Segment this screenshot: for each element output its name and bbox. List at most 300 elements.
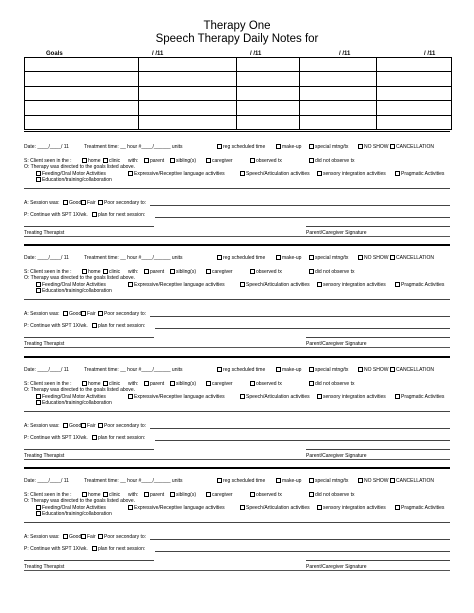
date-cell[interactable] [377, 86, 452, 100]
date-cell[interactable] [237, 86, 300, 100]
date-cell[interactable] [138, 58, 237, 72]
checkbox[interactable] [128, 171, 133, 176]
checkbox[interactable] [395, 171, 400, 176]
home-label: home [88, 158, 101, 164]
cancellation-option[interactable] [390, 367, 434, 373]
checkbox[interactable] [317, 505, 322, 510]
checkbox[interactable] [309, 269, 314, 274]
parent-signature-line[interactable] [306, 449, 450, 450]
goal-cell[interactable] [25, 86, 139, 100]
feeding-label: Feeding/Oral Motor Activities [42, 505, 106, 511]
checkbox[interactable] [309, 367, 314, 372]
plan-next-label: plan for next session: [98, 546, 146, 552]
poor-label: Poor [104, 534, 115, 540]
checkbox[interactable] [98, 534, 103, 539]
date-cell[interactable] [237, 101, 300, 115]
checkbox[interactable] [63, 311, 68, 316]
checkbox[interactable] [98, 200, 103, 205]
speech-label: Speech/Articulation activities [246, 282, 310, 288]
special-option[interactable] [309, 478, 348, 484]
checkbox[interactable] [309, 158, 314, 163]
sibling-label: sibling(s) [176, 492, 197, 498]
date-col-4: / /11 [424, 51, 436, 57]
not-observed-label: did not observe tx [315, 158, 355, 164]
special-label: special mtng/tx [315, 478, 349, 484]
poor-label: Poor [104, 311, 115, 317]
cancellation-label: CANCELLATION [396, 144, 434, 150]
checkbox[interactable] [390, 367, 395, 372]
checkbox[interactable] [36, 400, 41, 405]
session-label: A: Session was: [24, 423, 60, 429]
checkbox[interactable] [390, 478, 395, 483]
goals-table-body [25, 58, 452, 130]
cancellation-option[interactable] [390, 255, 434, 261]
caregiver-label: caregiver [212, 381, 233, 387]
checkbox[interactable] [82, 381, 87, 386]
objective-row [24, 498, 450, 505]
notes-line[interactable] [24, 299, 450, 300]
date-label[interactable]: Date: ____/____/ 11 [24, 367, 69, 373]
checkbox[interactable] [309, 255, 314, 260]
feeding-label: Feeding/Oral Motor Activities [42, 394, 106, 400]
checkbox[interactable] [317, 394, 322, 399]
education-option[interactable] [36, 400, 112, 406]
treating-therapist-label: Treating Therapist [24, 341, 65, 347]
checkbox[interactable] [81, 311, 86, 316]
treatment-time-label[interactable]: Treatment time: __ hour #____/______ units [84, 255, 183, 261]
good-option[interactable] [63, 534, 81, 540]
expressive-label: Expressive/Receptive language activities [134, 282, 225, 288]
no-show-label: NO SHOW [364, 478, 389, 484]
goal-cell[interactable] [25, 115, 139, 129]
checkbox[interactable] [144, 492, 149, 497]
observed-label: observed tx [256, 269, 282, 275]
reg-scheduled-label: reg scheduled time [223, 367, 266, 373]
plan-line[interactable] [155, 440, 450, 441]
client-seen-label: S: Client seen in the : [24, 158, 72, 164]
checkbox[interactable] [36, 505, 41, 510]
checkbox[interactable] [317, 171, 322, 176]
fair-option[interactable] [81, 423, 96, 429]
checkbox[interactable] [217, 478, 222, 483]
date-cell[interactable] [237, 72, 300, 86]
checkbox[interactable] [36, 171, 41, 176]
plan-line[interactable] [155, 551, 450, 552]
objective-label: O: Therapy was directed to the goals listed above. [24, 387, 136, 393]
date-row [24, 478, 450, 485]
date-cell[interactable] [237, 58, 300, 72]
good-label: Good [69, 423, 82, 429]
plan-next-option[interactable] [92, 435, 145, 441]
secondary-line[interactable] [150, 539, 450, 540]
plan-next-label: plan for next session: [98, 435, 146, 441]
caregiver-label: caregiver [212, 269, 233, 275]
checkbox[interactable] [309, 492, 314, 497]
checkbox[interactable] [395, 505, 400, 510]
checkbox[interactable] [206, 492, 211, 497]
checkbox[interactable] [82, 158, 87, 163]
checkbox[interactable] [36, 394, 41, 399]
checkbox[interactable] [128, 282, 133, 287]
daily-note-section [24, 141, 450, 245]
reg-scheduled-option[interactable] [217, 255, 265, 261]
home-label: home [88, 492, 101, 498]
date-label[interactable]: Date: ____/____/ 11 [24, 144, 69, 150]
checkbox[interactable] [206, 158, 211, 163]
checkbox[interactable] [170, 492, 175, 497]
special-option[interactable] [309, 367, 348, 373]
make-up-option[interactable] [276, 367, 301, 373]
speech-label: Speech/Articulation activities [246, 171, 310, 177]
plan-line[interactable] [155, 328, 450, 329]
goal-cell[interactable] [25, 72, 139, 86]
sibling-label: sibling(s) [176, 269, 197, 275]
cancellation-label: CANCELLATION [396, 478, 434, 484]
table-row [25, 58, 452, 72]
checkbox[interactable] [63, 200, 68, 205]
checkbox[interactable] [309, 381, 314, 386]
not-observed-label: did not observe tx [315, 381, 355, 387]
fair-option[interactable] [81, 311, 96, 317]
fair-option[interactable] [81, 534, 96, 540]
plan-next-label: plan for next session: [98, 323, 146, 329]
checkbox[interactable] [36, 282, 41, 287]
cancellation-option[interactable] [390, 144, 434, 150]
make-up-option[interactable] [276, 478, 301, 484]
parent-signature-line[interactable] [306, 226, 450, 227]
parent-label: parent [150, 158, 165, 164]
reg-scheduled-label: reg scheduled time [223, 255, 266, 261]
checkbox[interactable] [240, 171, 245, 176]
checkbox[interactable] [63, 534, 68, 539]
checkbox[interactable] [390, 144, 395, 149]
secondary-label: secondary to: [116, 423, 147, 429]
education-label: Education/training/collaboration [42, 177, 112, 183]
cancellation-label: CANCELLATION [396, 255, 434, 261]
no-show-option[interactable] [358, 255, 388, 261]
section-bottom-rule [24, 570, 450, 571]
checkbox[interactable] [170, 381, 175, 386]
checkbox[interactable] [81, 423, 86, 428]
objective-row [24, 387, 450, 394]
poor-option[interactable] [98, 200, 115, 206]
treatment-time-label[interactable]: Treatment time: __ hour #____/______ units [84, 144, 183, 150]
goal-cell[interactable] [25, 101, 139, 115]
plan-next-option[interactable] [92, 212, 145, 218]
date-cell[interactable] [138, 101, 237, 115]
no-show-label: NO SHOW [364, 144, 389, 150]
date-label[interactable]: Date: ____/____/ 11 [24, 255, 69, 261]
session-label: A: Session was: [24, 534, 60, 540]
checkbox[interactable] [358, 478, 363, 483]
therapist-signature-line[interactable] [24, 449, 154, 450]
objective-row [24, 275, 450, 282]
checkbox[interactable] [170, 158, 175, 163]
checkbox[interactable] [217, 255, 222, 260]
table-row [25, 101, 452, 115]
checkbox[interactable] [36, 511, 41, 516]
client-seen-label: S: Client seen in the : [24, 269, 72, 275]
good-option[interactable] [63, 423, 81, 429]
sensory-label: sensory integration activities [323, 505, 386, 511]
reg-scheduled-option[interactable] [217, 478, 265, 484]
date-cell[interactable] [377, 115, 452, 129]
checkbox[interactable] [276, 144, 281, 149]
good-option[interactable] [63, 200, 81, 206]
daily-note-section [24, 364, 450, 468]
date-cell[interactable] [300, 101, 377, 115]
poor-option[interactable] [98, 311, 115, 317]
checkbox[interactable] [36, 288, 41, 293]
date-cell[interactable] [138, 72, 237, 86]
checkbox[interactable] [309, 478, 314, 483]
special-option[interactable] [309, 144, 348, 150]
session-label: A: Session was: [24, 311, 60, 317]
sibling-label: sibling(s) [176, 381, 197, 387]
reg-scheduled-option[interactable] [217, 144, 265, 150]
checkbox[interactable] [92, 323, 97, 328]
sensory-label: sensory integration activities [323, 171, 386, 177]
plan-line[interactable] [155, 217, 450, 218]
cancellation-option[interactable] [390, 478, 434, 484]
poor-option[interactable] [98, 423, 115, 429]
goal-cell[interactable] [25, 58, 139, 72]
notes-line[interactable] [24, 411, 450, 412]
checkbox[interactable] [128, 394, 133, 399]
client-seen-label: S: Client seen in the : [24, 381, 72, 387]
objective-label: O: Therapy was directed to the goals listed above. [24, 164, 136, 170]
parent-signature-line[interactable] [306, 560, 450, 561]
with-label: with: [128, 158, 139, 164]
checkbox[interactable] [250, 158, 255, 163]
checkbox[interactable] [98, 311, 103, 316]
education-label: Education/training/collaboration [42, 288, 112, 294]
education-option[interactable] [36, 288, 112, 294]
checkbox[interactable] [358, 144, 363, 149]
education-row [24, 177, 450, 184]
make-up-label: make-up [282, 255, 302, 261]
parent-signature-line[interactable] [306, 337, 450, 338]
checkbox[interactable] [144, 158, 149, 163]
checkbox[interactable] [103, 492, 108, 497]
fair-label: Fair [87, 423, 96, 429]
poor-label: Poor [104, 200, 115, 206]
objective-label: O: Therapy was directed to the goals listed above. [24, 275, 136, 281]
education-option[interactable] [36, 177, 112, 183]
clinic-label: clinic [109, 158, 121, 164]
clinic-label: clinic [109, 269, 121, 275]
date-cell[interactable] [300, 86, 377, 100]
date-row [24, 367, 450, 374]
checkbox[interactable] [250, 492, 255, 497]
checkbox[interactable] [144, 381, 149, 386]
no-show-option[interactable] [358, 144, 388, 150]
parent-signature-label: Parent/Caregiver Signature [306, 230, 367, 236]
checkbox[interactable] [250, 381, 255, 386]
daily-note-section [24, 252, 450, 356]
therapist-signature-line[interactable] [24, 226, 154, 227]
checkbox[interactable] [103, 269, 108, 274]
cancellation-label: CANCELLATION [396, 367, 434, 373]
checkbox[interactable] [82, 492, 87, 497]
date-cell[interactable] [138, 115, 237, 129]
objective-label: O: Therapy was directed to the goals listed above. [24, 498, 136, 504]
table-row [25, 86, 452, 100]
home-label: home [88, 269, 101, 275]
special-label: special mtng/tx [315, 255, 349, 261]
therapist-signature-line[interactable] [24, 560, 154, 561]
section-bottom-rule [24, 459, 450, 460]
with-label: with: [128, 269, 139, 275]
checkbox[interactable] [240, 394, 245, 399]
parent-signature-label: Parent/Caregiver Signature [306, 564, 367, 570]
plan-next-label: plan for next session: [98, 212, 146, 218]
plan-next-option[interactable] [92, 546, 145, 552]
date-cell[interactable] [138, 86, 237, 100]
checkbox[interactable] [217, 367, 222, 372]
plan-continue-label: P: Continue with SPT 1X/wk. [24, 212, 88, 218]
notes-line[interactable] [24, 188, 450, 189]
pragmatic-label: Pragmatic Activities [401, 171, 445, 177]
observed-label: observed tx [256, 381, 282, 387]
therapist-signature-line[interactable] [24, 337, 154, 338]
education-row [24, 400, 450, 407]
checkbox[interactable] [103, 158, 108, 163]
treating-therapist-label: Treating Therapist [24, 230, 65, 236]
treatment-time-label[interactable]: Treatment time: __ hour #____/______ units [84, 478, 183, 484]
reg-scheduled-label: reg scheduled time [223, 144, 266, 150]
secondary-label: secondary to: [116, 534, 147, 540]
date-cell[interactable] [237, 115, 300, 129]
checkbox[interactable] [276, 478, 281, 483]
secondary-label: secondary to: [116, 200, 147, 206]
checkbox[interactable] [240, 505, 245, 510]
sensory-label: sensory integration activities [323, 394, 386, 400]
checkbox[interactable] [206, 269, 211, 274]
checkbox[interactable] [395, 394, 400, 399]
date-cell[interactable] [300, 58, 377, 72]
checkbox[interactable] [82, 269, 87, 274]
date-row [24, 255, 450, 262]
feeding-label: Feeding/Oral Motor Activities [42, 171, 106, 177]
make-up-label: make-up [282, 367, 302, 373]
checkbox[interactable] [81, 200, 86, 205]
fair-option[interactable] [81, 200, 96, 206]
plan-continue-label: P: Continue with SPT 1X/wk. [24, 435, 88, 441]
fair-label: Fair [87, 534, 96, 540]
good-option[interactable] [63, 311, 81, 317]
table-row [25, 72, 452, 86]
make-up-option[interactable] [276, 255, 301, 261]
checkbox[interactable] [309, 144, 314, 149]
checkbox[interactable] [63, 423, 68, 428]
checkbox[interactable] [36, 177, 41, 182]
fair-label: Fair [87, 200, 96, 206]
secondary-line[interactable] [150, 428, 450, 429]
date-cell[interactable] [377, 58, 452, 72]
checkbox[interactable] [98, 423, 103, 428]
no-show-label: NO SHOW [364, 255, 389, 261]
make-up-option[interactable] [276, 144, 301, 150]
checkbox[interactable] [128, 505, 133, 510]
date-cell[interactable] [377, 72, 452, 86]
notes-line[interactable] [24, 522, 450, 523]
education-option[interactable] [36, 511, 112, 517]
checkbox[interactable] [92, 435, 97, 440]
fair-label: Fair [87, 311, 96, 317]
no-show-option[interactable] [358, 478, 388, 484]
checkbox[interactable] [206, 381, 211, 386]
sensory-label: sensory integration activities [323, 282, 386, 288]
poor-option[interactable] [98, 534, 115, 540]
table-row [25, 115, 452, 129]
secondary-line[interactable] [150, 316, 450, 317]
checkbox[interactable] [170, 269, 175, 274]
form-title: Speech Therapy Daily Notes for [155, 33, 319, 45]
date-cell[interactable] [300, 72, 377, 86]
feeding-label: Feeding/Oral Motor Activities [42, 282, 106, 288]
checkbox[interactable] [276, 255, 281, 260]
checkbox[interactable] [276, 367, 281, 372]
checkbox[interactable] [81, 534, 86, 539]
not-observed-label: did not observe tx [315, 269, 355, 275]
plan-continue-label: P: Continue with SPT 1X/wk. [24, 546, 88, 552]
treatment-time-label[interactable]: Treatment time: __ hour #____/______ units [84, 367, 183, 373]
plan-next-option[interactable] [92, 323, 145, 329]
checkbox[interactable] [103, 381, 108, 386]
secondary-line[interactable] [150, 205, 450, 206]
expressive-label: Expressive/Receptive language activities [134, 505, 225, 511]
caregiver-label: caregiver [212, 492, 233, 498]
checkbox[interactable] [358, 255, 363, 260]
reg-scheduled-option[interactable] [217, 367, 265, 373]
checkbox[interactable] [250, 269, 255, 274]
special-label: special mtng/tx [315, 144, 349, 150]
checkbox[interactable] [358, 367, 363, 372]
home-label: home [88, 381, 101, 387]
checkbox[interactable] [395, 282, 400, 287]
date-row [24, 144, 450, 151]
parent-label: parent [150, 269, 165, 275]
objective-row [24, 164, 450, 171]
plan-continue-label: P: Continue with SPT 1X/wk. [24, 323, 88, 329]
checkbox[interactable] [92, 546, 97, 551]
reg-scheduled-label: reg scheduled time [223, 478, 266, 484]
checkbox[interactable] [390, 255, 395, 260]
observed-label: observed tx [256, 492, 282, 498]
section-divider [24, 467, 450, 469]
daily-note-section [24, 475, 450, 579]
client-seen-label: S: Client seen in the : [24, 492, 72, 498]
checkbox[interactable] [92, 212, 97, 217]
date-cell[interactable] [300, 115, 377, 129]
no-show-option[interactable] [358, 367, 388, 373]
date-cell[interactable] [377, 101, 452, 115]
expressive-label: Expressive/Receptive language activities [134, 394, 225, 400]
special-option[interactable] [309, 255, 348, 261]
with-label: with: [128, 381, 139, 387]
checkbox[interactable] [217, 144, 222, 149]
pragmatic-label: Pragmatic Activities [401, 282, 445, 288]
checkbox[interactable] [317, 282, 322, 287]
checkbox[interactable] [144, 269, 149, 274]
goals-label: Goals [46, 51, 63, 57]
checkbox[interactable] [240, 282, 245, 287]
date-col-3: / /11 [339, 51, 351, 57]
parent-label: parent [150, 381, 165, 387]
date-label[interactable]: Date: ____/____/ 11 [24, 478, 69, 484]
expressive-label: Expressive/Receptive language activities [134, 171, 225, 177]
